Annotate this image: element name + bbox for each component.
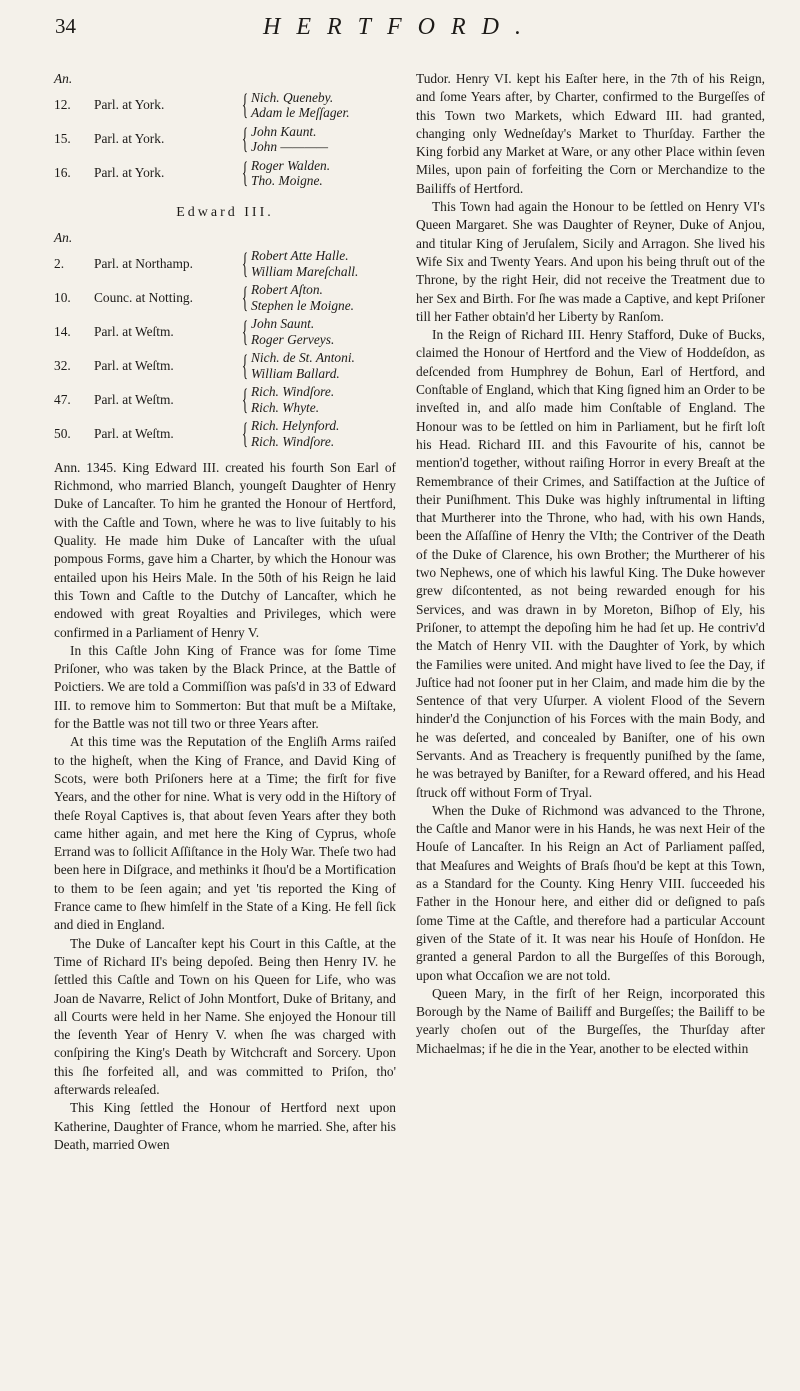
assembly-place: Counc. at Notting. bbox=[94, 289, 193, 305]
member-name: Rich. Whyte. bbox=[251, 399, 320, 415]
body-paragraph: Tudor. Henry VI. kept his Eaſter here, in the 7th of his Reign, and ſome Years after, by Charter, confirmed to the Burgeſſes of this Town two Markets, which Edward III. had granted, changing only Wedneſday's Market to Thurſday. Farther the King forbid any Market at Ware, or any other Place within ſeven Miles, upon pain of forfeiting the Corn or Merchandize to the Bailiffs of Hertford. bbox=[416, 71, 765, 196]
running-head: HERTFORD. bbox=[263, 14, 537, 40]
assembly-place: Parl. at Weſtm. bbox=[94, 391, 174, 407]
page-number: 34 bbox=[55, 14, 76, 38]
representative-row bbox=[54, 88, 396, 122]
assembly-place: Parl. at Weſtm. bbox=[94, 425, 174, 441]
year-index: 14. bbox=[54, 323, 71, 339]
an-label: An. bbox=[54, 71, 73, 86]
member-names bbox=[251, 248, 358, 279]
brace-glyph: { bbox=[241, 246, 249, 280]
body-paragraph: Ann. 1345. King Edward III. created his fourth Son Earl of Richmond, who married Blanch, youngeſt Daughter of Henry Duke of Lancaſter. To him he granted the Honour of Hertford, with the Caſtle and Town, where he was to live ſuitably to his Quality. He made him Duke of Lancaſter with the uſual pompous Forms, gave him a Charter, by which the Honour was entailed upon his Heirs Male. In the 50th of his Reign he laid this Town and Caſtle to the Dutchy of Lancaſter, which he endowed with great Royalties and Privileges, which were confirmed in a Parliament of Henry V. bbox=[54, 459, 396, 640]
left-body-text bbox=[54, 459, 396, 1154]
representatives-list-a bbox=[54, 88, 396, 190]
member-name: John Saunt. bbox=[251, 316, 315, 332]
year-index: 16. bbox=[54, 165, 71, 181]
brace-glyph: { bbox=[241, 348, 249, 382]
member-name: Stephen le Moigne. bbox=[251, 297, 354, 313]
assembly-place: Parl. at York. bbox=[94, 131, 165, 147]
left-column bbox=[54, 70, 396, 1154]
member-names bbox=[251, 350, 355, 381]
representative-row bbox=[54, 156, 396, 190]
year-index: 47. bbox=[54, 391, 71, 407]
member-names bbox=[251, 158, 330, 189]
right-column bbox=[416, 70, 765, 1058]
member-names bbox=[251, 418, 339, 449]
year-index: 32. bbox=[54, 357, 71, 373]
body-paragraph: In this Caſtle John King of France was for ſome Time Priſoner, who was taken by the Black Prince, at the Battle of Poictiers. We are told a Commiſſion was paſs'd in 33 of Edward III. to remove him to Sommerton: But that muſt be a Miſtake, for the Battle was not till two or three Years after. bbox=[54, 642, 396, 732]
assembly-place: Parl. at Weſtm. bbox=[94, 357, 174, 373]
member-name: Rich. Helynford. bbox=[251, 418, 340, 434]
assembly-place: Parl. at Weſtm. bbox=[94, 323, 174, 339]
body-paragraph: Queen Mary, in the firſt of her Reign, incorporated this Borough by the Name of Bailiff and Burgeſſes; the Bailiff to be yearly choſen out of the Burgeſſes, the Thurſday after Michaelmas; if he die in the Year, another to be elected within bbox=[416, 985, 765, 1056]
representative-row bbox=[54, 247, 396, 281]
body-paragraph: This Town had again the Honour to be ſettled on Henry VI's Queen Margaret. She was Daughter of Reyner, Duke of Anjou, and titular King of Jeruſalem, Sicily and Arragon. She lived his Wife Six and Twenty Years. And upon his being thruſt out of the Throne, by the right Heir, did not receive the Treatment due to her Sex and Birth. For ſhe was made a Captive, and kept Priſoner till her Father obtain'd her Liberty by Ranſom. bbox=[416, 199, 765, 324]
member-name: Robert Atte Halle. bbox=[251, 248, 349, 264]
year-index: 10. bbox=[54, 289, 71, 305]
member-names bbox=[251, 384, 334, 415]
brace-glyph: { bbox=[241, 156, 249, 190]
member-name: Tho. Moigne. bbox=[251, 173, 323, 189]
member-name: Adam le Meſſager. bbox=[251, 105, 350, 121]
brace-glyph: { bbox=[241, 382, 249, 416]
representative-row bbox=[54, 349, 396, 383]
member-names bbox=[251, 124, 328, 155]
member-names bbox=[251, 316, 334, 347]
member-name: John ———— bbox=[251, 139, 329, 155]
brace-glyph: { bbox=[241, 314, 249, 348]
assembly-place: Parl. at York. bbox=[94, 165, 165, 181]
representative-row bbox=[54, 315, 396, 349]
member-name: William Ballard. bbox=[251, 365, 340, 381]
member-names bbox=[251, 90, 350, 121]
member-name: Nich. de St. Antoni. bbox=[251, 350, 355, 366]
member-name: Rich. Windſore. bbox=[251, 384, 335, 400]
assembly-place: Parl. at Northamp. bbox=[94, 255, 193, 271]
representative-row bbox=[54, 281, 396, 315]
representative-row bbox=[54, 383, 396, 417]
year-index: 2. bbox=[54, 255, 65, 271]
member-name: Rich. Windſore. bbox=[251, 433, 335, 449]
representative-row bbox=[54, 122, 396, 156]
right-body-text bbox=[416, 70, 765, 1058]
year-index: 12. bbox=[54, 97, 71, 113]
member-names bbox=[251, 282, 354, 313]
an-label: An. bbox=[54, 229, 73, 245]
year-index: 50. bbox=[54, 425, 71, 441]
member-name: John Kaunt. bbox=[251, 123, 317, 139]
body-paragraph: This King ſettled the Honour of Hertford next upon Katherine, Daughter of France, whom he married. She, after his Death, married Owen bbox=[54, 1100, 396, 1152]
body-paragraph: In the Reign of Richard III. Henry Stafford, Duke of Bucks, claimed the Honour of Hertford and the View of Hoddeſdon, as deſcended from Humphrey de Bohun, Earl of Hertford, and Conſtable of England, which that King ſigned him an Order to be inveſted in, and alſo made him Conſtable of England. The Honour was to be ſettled on him in Parliament, but he firſt loſt his Head. Richard III. and this Favourite of his, cannot be mention'd together, without raiſing Horror in every Breaſt at the Remembrance of their Crimes, and Satiſfaction at the Juſtice of their Puniſhment. This Duke was highly inſtrumental in lifting that Murtherer into the Throne, who had, with his own Hands, been the Aſſaſſine of Henry the VIth; the Contriver of the Death of the Duke of Clarence, his own Brother; the Murtherer of his two Nephews, one of which his lawful King. The Duke however grew diſcontented, as not being rewarded enough for his Services, and was drawn in by Moreton, Biſhop of Ely, his Priſoner, to attempt the depoſing him he had ſet up. He contriv'd the Match of Henry VII. with the Daughter of York, by which the Families were united. And might have lived to ſee the Day, if Juſtice had not ſooner put in her Claim, and made him die by the Sentence of that very Uſurper. A violent Flood of the Severn hinder'd the Conjunction of his Forces with the main Body, and he was deſerted, and concealed by Baniſter, one of his own Servants. And as Treachery is frequently puniſhed by the ſame, he was betrayed by Baniſter, for a Reward offered, and his Head ſtruck off without Form of Tryal. bbox=[416, 327, 765, 800]
year-index: 15. bbox=[54, 131, 71, 147]
representatives-list-b bbox=[54, 247, 396, 451]
member-name: Roger Gerveys. bbox=[251, 331, 335, 347]
body-paragraph: When the Duke of Richmond was advanced to the Throne, the Caſtle and Manor were in his Hands, he was next Heir of the Houſe of Lancaſter. In his Reign an Act of Parliament paſſed, that Meaſures and Weights of Braſs ſhou'd be kept at this Town, as a Standard for the County. King Henry VIII. ſucceeded his Father in the Honour here, and either did or deſigned to paſs ſome Time at the Caſtle, and therefore had a particular Account given of the State of it. It was near his Houſe of Honſdon. He granted a general Pardon to all the Burgeſſes of this Borough, upon what Occaſion we are not told. bbox=[416, 802, 765, 983]
reign-heading: Edward III. bbox=[176, 205, 274, 221]
member-name: Roger Walden. bbox=[251, 157, 331, 173]
brace-glyph: { bbox=[241, 416, 249, 450]
body-paragraph: The Duke of Lancaſter kept his Court in this Caſtle, at the Time of Richard II's being depoſed. Being then Henry IV. he ſettled this Caſtle and Town on his Queen for Life, who was Joan de Navarre, Relict of John Montfort, Duke of Britany, and all Courts were held in her Name. She enjoyed the Honour till the ſeventh Year of Henry V. when ſhe was charged with conſpiring the King's Death by Witchcraft and Sorcery. Upon this ſhe forfeited all, and was committed to Priſon, tho' afterwards releaſed. bbox=[54, 935, 396, 1097]
brace-glyph: { bbox=[241, 122, 249, 156]
representative-row bbox=[54, 417, 396, 451]
body-paragraph: At this time was the Reputation of the Engliſh Arms raiſed to the higheſt, when the King of France, and David King of Scots, were both Priſoners here at a Time; the firſt for five Years, and the other for nine. What is very odd in the Hiſtory of theſe Royal Captives is, that about ſeven Years after they both came hither again, and met here the King of Cyprus, whoſe Errand was to ſollicit Aſſiſtance in the Holy War. Theſe two had been here in Diſgrace, and methinks it ſhou'd be a Mortification to them to be ſeen again; and yet 'tis reported the King of France came to ſhew himſelf in the State of a King. He fell ſick and died in England. bbox=[54, 734, 396, 933]
brace-glyph: { bbox=[241, 280, 249, 314]
member-name: William Mareſchall. bbox=[251, 263, 359, 279]
assembly-place: Parl. at York. bbox=[94, 97, 165, 113]
brace-glyph: { bbox=[241, 88, 249, 122]
member-name: Robert Aſton. bbox=[251, 282, 323, 298]
member-name: Nich. Queneby. bbox=[251, 89, 334, 105]
